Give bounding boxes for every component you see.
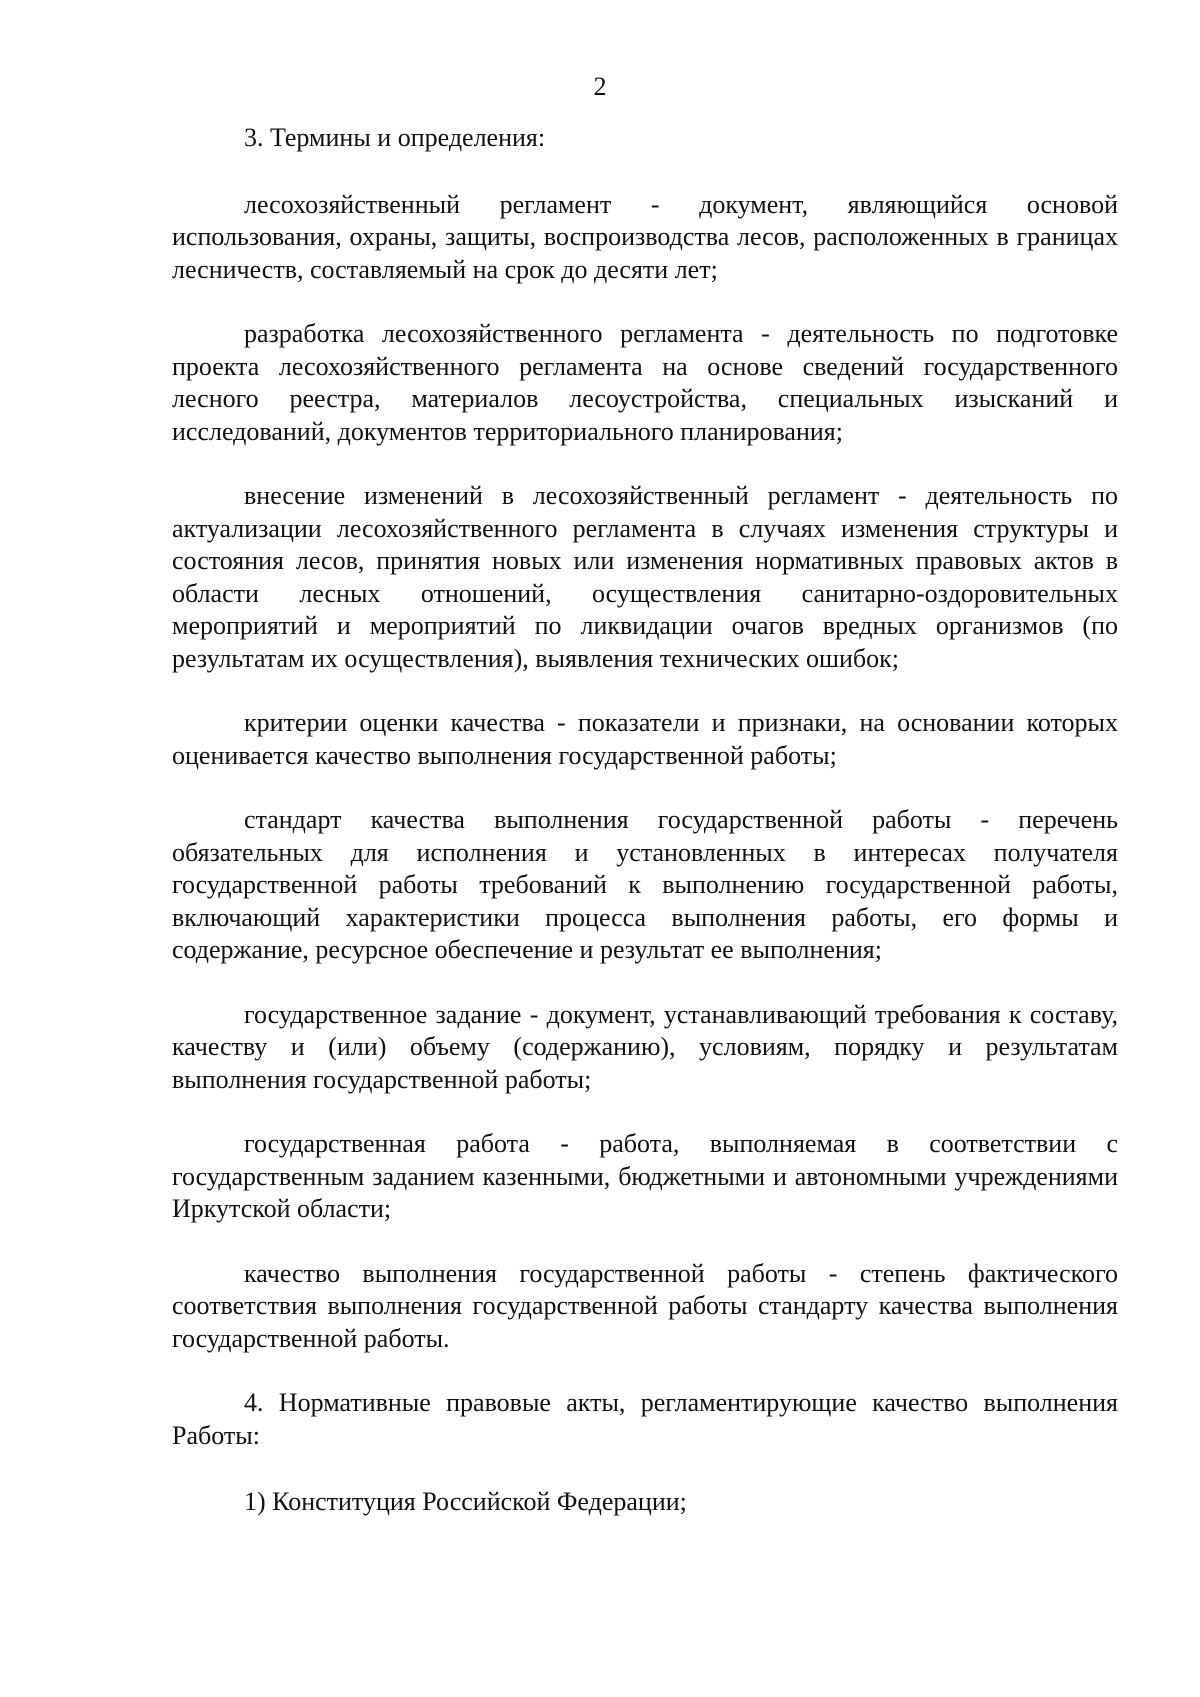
section-heading-legal-acts: 4. Нормативные правовые акты, регламентирующие качество выполнения Работы: <box>172 1388 1118 1450</box>
definition-regulation-development: разработка лесохозяйственного регламента - деятельность по подготовке проекта лесохозяйственного регламента на основе сведений государственного лесного реестра, материалов лесоустройства, специальных изысканий и исследований, документов территориального планирования; <box>172 319 1118 446</box>
definition-regulation-amendment: внесение изменений в лесохозяйственный регламент - деятельность по актуализации лесохозяйственного регламента в случаях изменения структуры и состояния лесов, принятия новых или изменения нормативных правовых актов в области лесных отношений, осуществления санитарно-оздоровительных мероприятий и мероприятий по ликвидации очагов вредных организмов (по результатам их осуществления), выявления технических ошибок; <box>172 481 1118 673</box>
definition-work-quality: качество выполнения государственной работы - степень фактического соответствия выполнения государственной работы стандарту качества выполнения государственной работы. <box>172 1258 1118 1353</box>
section-heading-terms: 3. Термины и определения: <box>244 123 546 152</box>
page-number: 2 <box>593 72 607 101</box>
definition-state-assignment: государственное задание - документ, устанавливающий требования к составу, качеству и (или) объему (содержанию), условиям, порядку и результатам выполнения государственной работы; <box>172 999 1118 1094</box>
definition-quality-criteria: критерии оценки качества - показатели и признаки, на основании которых оценивается качество выполнения государственной работы; <box>172 708 1118 770</box>
definition-state-work: государственная работа - работа, выполняемая в соответствии с государственным заданием казенными, бюджетными и автономными учреждениями Иркутской области; <box>172 1129 1118 1223</box>
definition-quality-standard: стандарт качества выполнения государственной работы - перечень обязательных для исполнения и установленных в интересах получателя государственной работы требований к выполнению государственной работы, включающий характеристики процесса выполнения работы, его формы и содержание, ресурсное обеспечение и результат ее выполнения; <box>172 805 1118 964</box>
definition-forest-regulation: лесохозяйственный регламент - документ, являющийся основой использования, охраны, защиты, воспроизводства лесов, расположенных в границах лесничеств, составляемый на срок до десяти лет; <box>172 189 1118 284</box>
legal-act-item-1: 1) Конституция Российской Федерации; <box>244 1487 687 1516</box>
